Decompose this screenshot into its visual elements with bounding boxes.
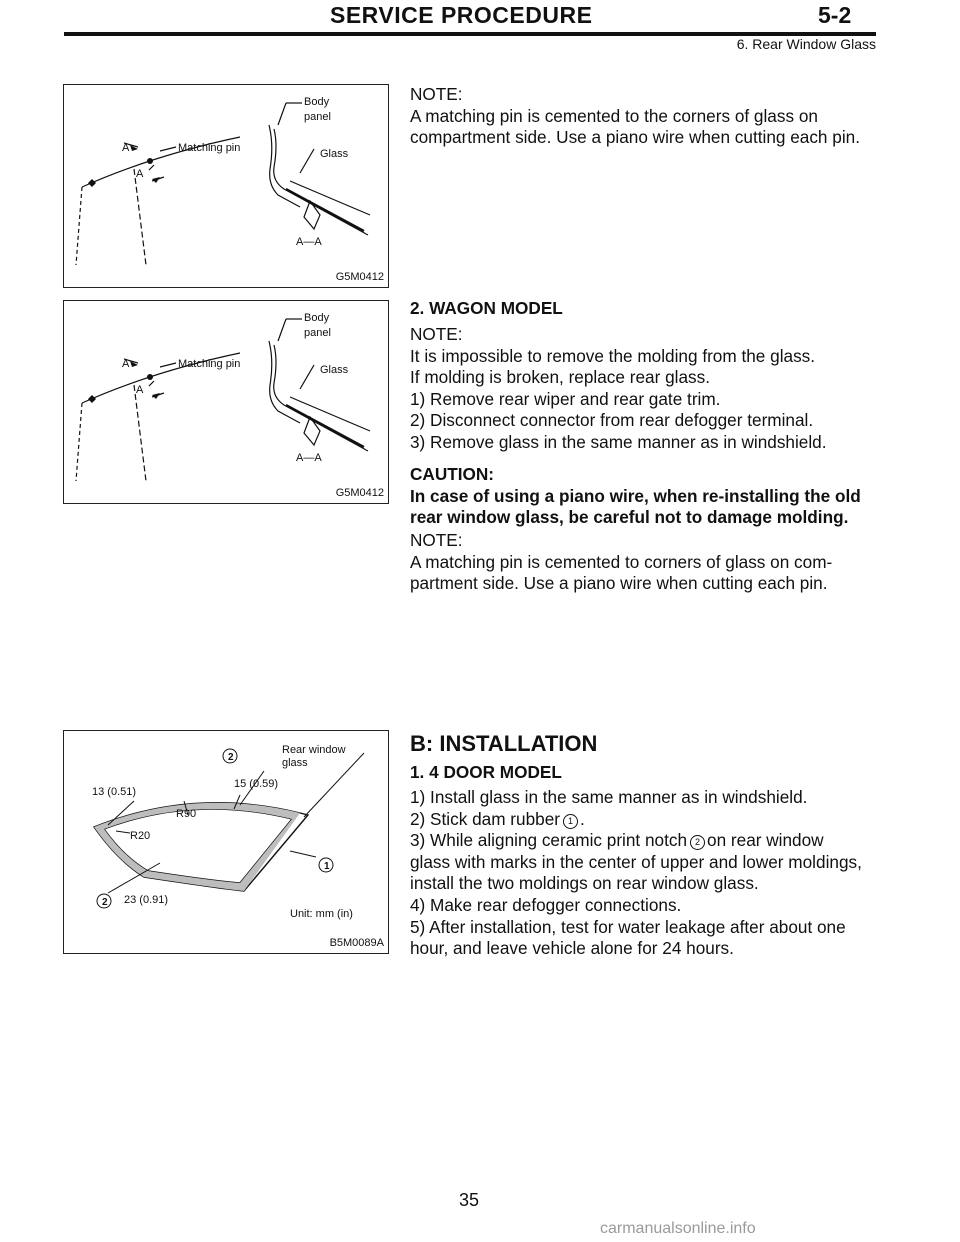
label-body: Body <box>304 312 330 324</box>
matching-pin-diagram <box>64 301 390 505</box>
note-block-1 <box>410 84 860 149</box>
figure-matching-pin-2 <box>63 300 389 504</box>
step-item: 3) Remove glass in the same manner as in windshield. <box>410 431 827 452</box>
label-r20: R20 <box>130 830 151 842</box>
caution-label: CAUTION: <box>410 464 495 484</box>
callout-1: 1 <box>324 861 330 872</box>
step-item: 2) Disconnect connector from rear defogger terminal. <box>410 410 814 431</box>
label-a-bottom: A <box>136 168 144 180</box>
installation-steps <box>410 787 862 960</box>
step-item <box>410 830 862 852</box>
label-section: A—A <box>296 452 322 464</box>
note-block-3 <box>410 530 832 595</box>
figure-id: B5M0089A <box>329 937 384 949</box>
dim-13: 13 (0.51) <box>92 786 137 798</box>
figure-id: G5M0412 <box>335 487 384 499</box>
label-a-top: A <box>122 358 130 370</box>
step-text: on rear window <box>707 830 824 851</box>
label-unit: Unit: mm (in) <box>290 908 353 920</box>
header-title: SERVICE PROCEDURE <box>330 2 593 28</box>
label-glass: glass <box>282 757 308 769</box>
step-text: . <box>579 808 585 829</box>
matching-pin-diagram <box>64 85 390 289</box>
wagon-heading: 2. WAGON MODEL <box>410 298 563 318</box>
dim-15: 15 (0.59) <box>234 778 279 790</box>
step-line: hour, and leave vehicle alone for 24 hours. <box>410 938 734 959</box>
label-section: A—A <box>296 236 322 248</box>
label-matching-pin: Matching pin <box>178 142 241 154</box>
step-item: 4) Make rear defogger connections. <box>410 894 682 915</box>
caution-line: rear window glass, be careful not to damage molding. <box>410 507 849 528</box>
note-line: partment side. Use a piano wire when cutting each pin. <box>410 573 828 594</box>
rear-window-diagram <box>64 731 390 955</box>
callout-number: 2 <box>690 835 705 850</box>
note-label: NOTE: <box>410 530 463 550</box>
step-line: glass with marks in the center of upper and lower moldings, <box>410 851 862 872</box>
figure-id: G5M0412 <box>335 271 384 283</box>
figure-rear-window-glass <box>63 730 389 954</box>
installation-heading: B: INSTALLATION <box>410 731 598 756</box>
note-line: If molding is broken, replace rear glass. <box>410 367 710 388</box>
section-code: 5-2 <box>818 2 852 28</box>
page-number: 35 <box>459 1190 480 1210</box>
note-block-2 <box>410 324 827 454</box>
step-item: 1) Install glass in the same manner as in windshield. <box>410 787 808 807</box>
caution-block <box>410 464 861 529</box>
note-line: A matching pin is cemented to corners of glass on com- <box>410 551 833 572</box>
label-glass: Glass <box>320 148 349 160</box>
step-text: 3) While aligning ceramic print notch <box>410 830 688 851</box>
label-glass: Glass <box>320 364 349 376</box>
caution-line: In case of using a piano wire, when re-installing the old <box>410 485 861 506</box>
four-door-heading: 1. 4 DOOR MODEL <box>410 762 562 782</box>
label-a-top: A <box>122 142 130 154</box>
label-a-bottom: A <box>136 384 144 396</box>
label-panel: panel <box>304 111 331 123</box>
step-item: 1) Remove rear wiper and rear gate trim. <box>410 388 721 409</box>
callout-2-bottom: 2 <box>102 897 108 908</box>
header-subtitle: 6. Rear Window Glass <box>736 36 876 52</box>
watermark: carmanualsonline.info <box>600 1220 756 1237</box>
callout-number: 1 <box>563 814 578 829</box>
note-label: NOTE: <box>410 324 463 344</box>
note-line: It is impossible to remove the molding from the glass. <box>410 345 816 366</box>
step-item: 5) After installation, test for water leakage after about one <box>410 916 846 937</box>
label-r90: R90 <box>176 808 197 820</box>
dim-23: 23 (0.91) <box>124 894 169 906</box>
step-line: install the two moldings on rear window glass. <box>410 873 759 894</box>
label-body: Body <box>304 96 330 108</box>
callout-2-top: 2 <box>228 752 234 763</box>
step-item <box>410 809 862 831</box>
note-line: compartment side. Use a piano wire when cutting each pin. <box>410 127 860 148</box>
label-rear-window: Rear window <box>282 744 346 756</box>
step-text: 2) Stick dam rubber <box>410 808 560 829</box>
label-panel: panel <box>304 327 331 339</box>
note-line: A matching pin is cemented to the corners of glass on <box>410 105 818 126</box>
note-label: NOTE: <box>410 84 463 104</box>
label-matching-pin: Matching pin <box>178 358 241 370</box>
figure-matching-pin-1 <box>63 84 389 288</box>
